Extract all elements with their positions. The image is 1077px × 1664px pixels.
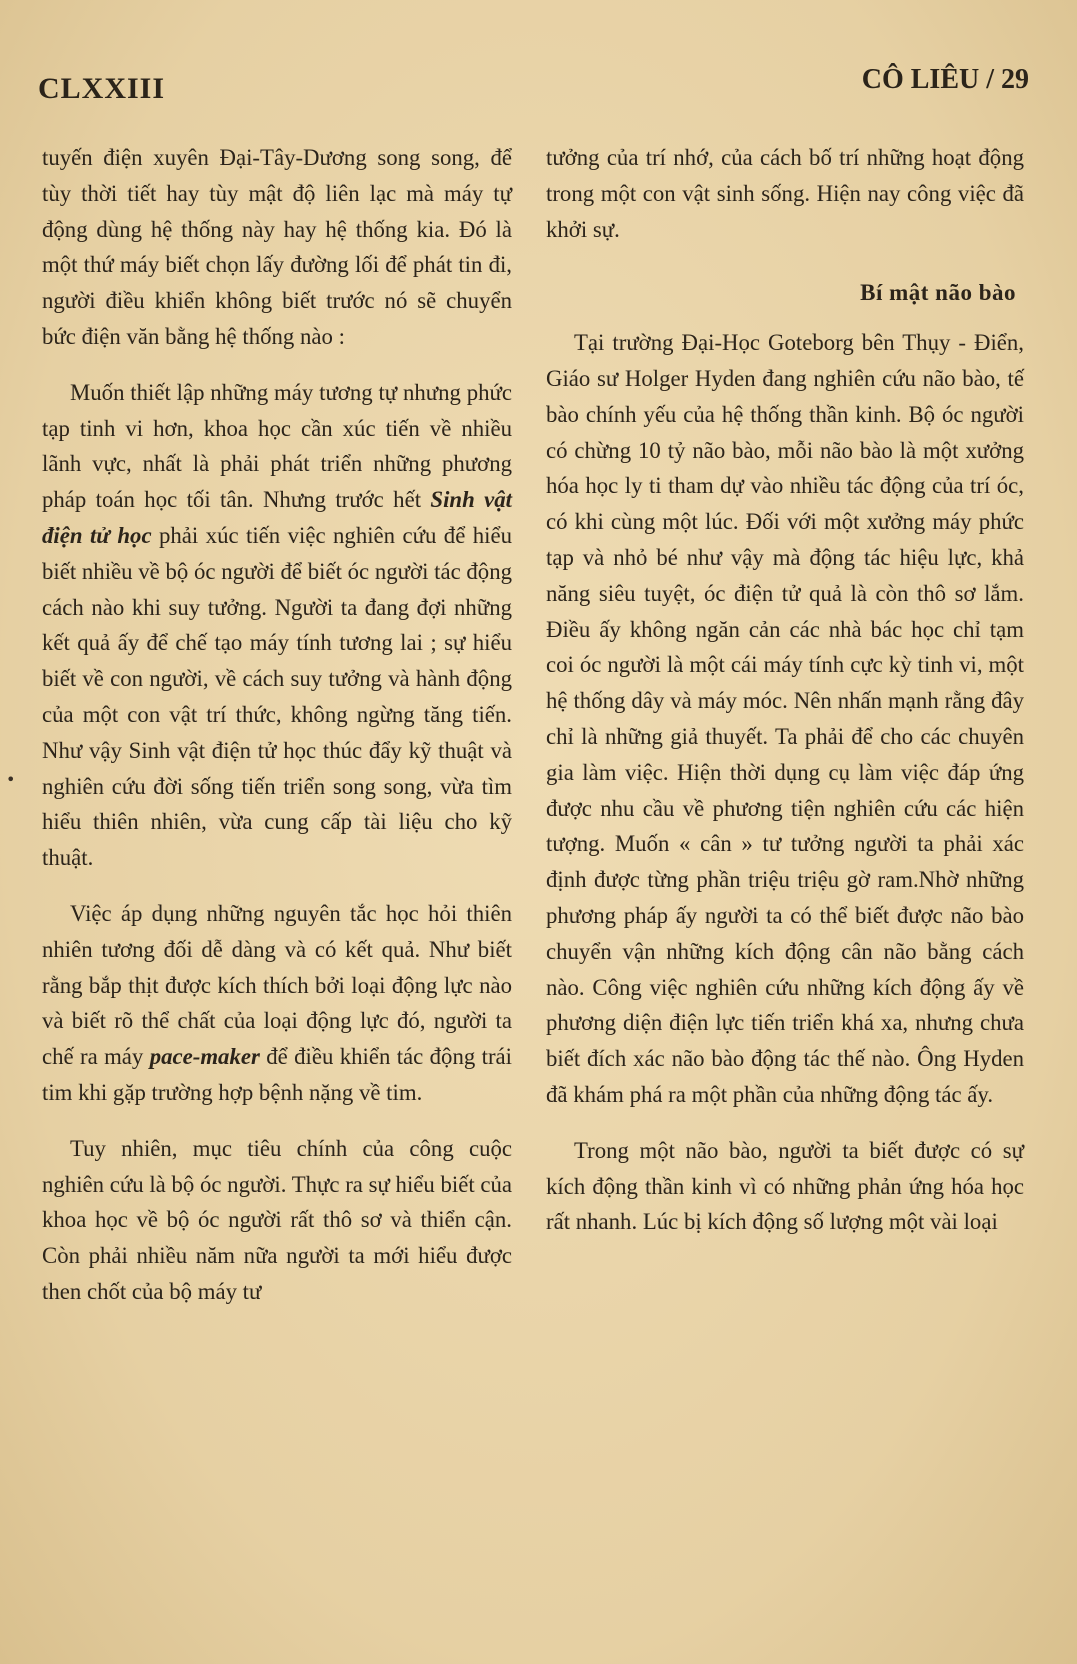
paragraph: Tuy nhiên, mục tiêu chính của công cuộc nghiên cứu là bộ óc người. Thực ra sự hiểu biết của khoa học về bộ óc người rất thô sơ và thiển cận. Còn phải nhiều năm nữa người ta mới hiểu được then chốt của bộ máy tư — [42, 1135, 513, 1304]
text-run: phải xúc tiến việc nghiên cứu để hiểu biết nhiều về bộ óc người để biết óc người tác động cách nào khi suy tưởng. Người ta đang đợi những kết quả ấy để chế tạo máy tính tương lai ; sự hiểu biết về con người, về cách suy tưởng và hành động của một con vật trí thức, không ngừng tăng tiến. Như vậy Sinh vật điện tử học thúc đẩy kỹ thuật và nghiên cứu đời sống tiến triển song song, vừa tìm hiểu thiên nhiên, vừa cung cấp tài liệu cho kỹ thuật. — [42, 522, 512, 871]
paragraph: tuyến điện xuyên Đại-Tây-Dương song song, để tùy thời tiết hay tùy mật độ liên lạc mà máy tự động dùng hệ thống này hay hệ thống kia. Đó là một thứ máy biết chọn lấy đường lối để phát tin đi, người điều khiển không biết trước nó sẽ chuyển bức điện văn bằng hệ thống nào : — [42, 145, 512, 349]
paragraph: Tại trường Đại-Học Goteborg bên Thụy - Điển, Giáo sư Holger Hyden đang nghiên cứu não bào, tế bào chính yếu của hệ thống thần kinh. Bộ óc người có chừng 10 tỷ não bào, mỗi não bào là một xưởng hóa học ly ti tham dự vào nhiều tác động của trí óc, có khi cùng một lúc. Đối với một xưởng máy phức tạp và nhỏ bé như vậy mà động tác hiệu lực, khả năng siêu tuyệt, óc điện tử quả là còn thô sơ lắm. Điều ấy không ngăn cản các nhà bác học chỉ tạm coi óc người là một cái máy tính cực kỳ tinh vi, một hệ thống dây và máy móc. Nên nhấn mạnh rằng đây chỉ là những giả thuyết. Ta phải để cho các chuyên gia làm việc. Hiện thời dụng cụ làm việc đáp ứng được nhu cầu về phương tiện nghiên cứu các hiện tượng. Muốn « cân » tư tưởng người ta phải xác định được từng phần triệu triệu gờ ram.Nhờ những phương pháp ấy người ta có thể biết được não bào chuyển vận những kích động cân não bằng cách nào. Công việc nghiên cứu những kích động ấy về phương diện điện lực tiến triển khá xa, nhưng chưa biết đích xác não bào động tác thế nào. Ông Hyden đã khám phá ra một phần của những động tác ấy. — [546, 330, 1024, 1107]
margin-mark: • — [6, 770, 16, 789]
page-section-number: CLXXIII — [38, 72, 166, 105]
text-run: Việc áp dụng những nguyên tắc học hỏi thiên nhiên tương đối dễ dàng và có kết quả. Như biết rằng bắp thịt được kích thích bởi loại động lực nào và biết rõ thể chất của loại động lực đó, người ta chế ra máy — [42, 900, 512, 1070]
paragraph: tưởng của trí nhớ, của cách bố trí những hoạt động trong một con vật sinh sống. Hiện nay công việc đã khởi sự. — [546, 145, 1024, 242]
paragraph: Trong một não bào, người ta biết được có sự kích động thần kinh vì có những phản ứng hóa học rất nhanh. Lúc bị kích động số lượng một vài loại — [546, 1137, 1024, 1235]
text-run: Muốn thiết lập những máy tương tự nhưng phức tạp tinh vi hơn, khoa học cần xúc tiến về nhiều lãnh vực, nhất là phải phát triển những phương pháp toán học tối tân. Nhưng trước hết — [42, 379, 512, 513]
running-header: CÔ LIÊU / 29 — [861, 64, 1029, 95]
italic-term: Sinh vật điện tử học — [42, 487, 512, 548]
section-heading: Bí mật não bào — [860, 280, 1016, 306]
italic-term: pace-maker — [149, 1044, 260, 1070]
left-column — [42, 140, 512, 1330]
text-run: để điều khiển tác động trái tim khi gặp trường hợp bệnh nặng về tim. — [42, 1044, 512, 1105]
right-column — [546, 140, 1024, 1260]
paragraph — [42, 375, 512, 876]
paragraph — [42, 896, 512, 1111]
